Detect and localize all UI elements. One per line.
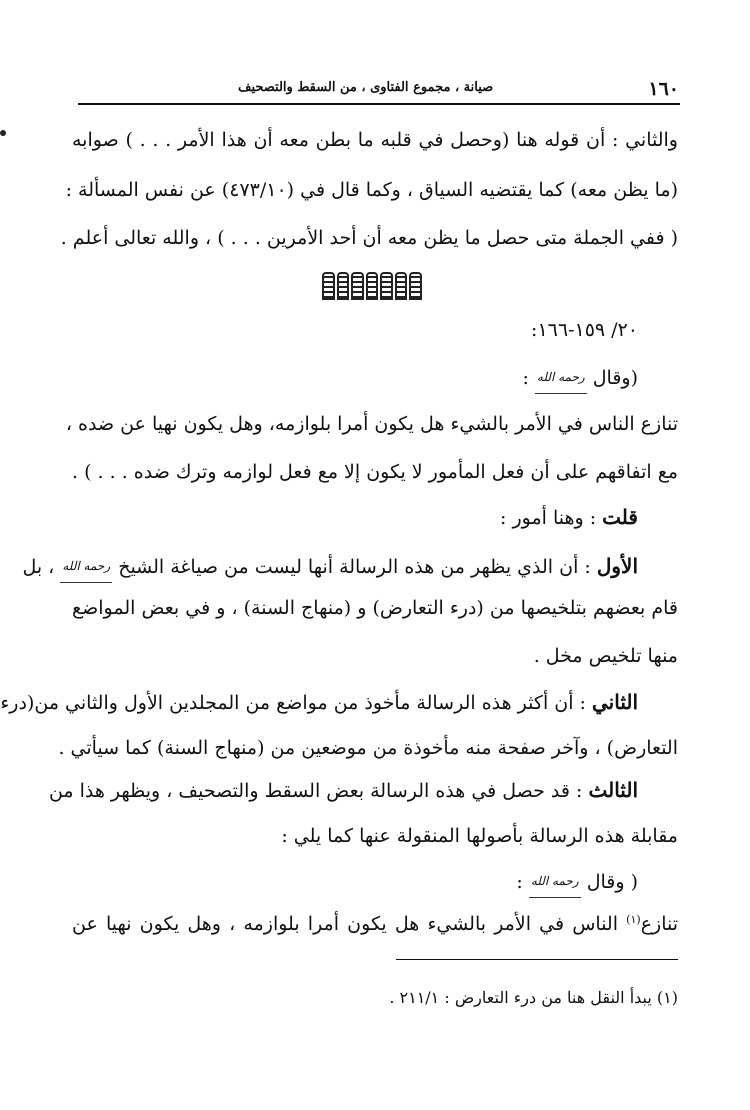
body-line: التعارض) ، وآخر صفحة منه مأخوذة من موضعين من (منهاج السنة) كما سيأتي . (58, 737, 678, 759)
ornament-tile (322, 272, 335, 300)
second-label: الثاني (591, 690, 638, 714)
ornament-tile (409, 272, 422, 300)
margin-mark (0, 130, 6, 136)
footnote: (١) يبدأ النقل هنا من درء التعارض : ٢١١/١ . (389, 988, 678, 1007)
ornament-tile (395, 272, 408, 300)
section-separator-ornament (322, 272, 422, 300)
ornament-tile (366, 272, 379, 300)
third-label: الثالث (588, 778, 638, 802)
ornament-tile (337, 272, 350, 300)
quote-line: تنازع$^{(١)}$ الناس في الأمر بالشيء هل يكون أمرا بلوازمه ، وهل يكون نهيا عن (72, 913, 679, 935)
header-divider (78, 103, 680, 105)
page-number: ١٦٠ (648, 78, 679, 100)
first-label: الأول (596, 554, 638, 578)
second-point-line: الثاني : أن أكثر هذه الرسالة مأخوذ من مواضع من المجلدين الأول والثاني من(درء (0, 690, 638, 714)
third-point-line: الثالث : قد حصل في هذه الرسالة بعض السقط والتصحيف ، ويظهر هذا من (48, 778, 638, 802)
qult-label: قلت (602, 505, 638, 529)
quote-intro: (وقال رحمه الله : (338, 362, 638, 394)
ornament-tile (351, 272, 364, 300)
footnote-marker[interactable]: (١) (626, 913, 641, 926)
page-header (78, 78, 679, 100)
honorific-mark: رحمه الله (535, 361, 587, 394)
quote-line: تنازع الناس في الأمر بالشيء هل يكون أمرا بلوازمه، وهل يكون نهيا عن ضده ، (65, 413, 678, 435)
running-title: صيانة ، مجموع الفتاوى ، من السقط والتصحيف (238, 80, 494, 95)
body-line: (ما يظن معه) كما يقتضيه السياق ، وكما قال في (٤٧٣/١٠) عن نفس المسألة : (65, 179, 678, 201)
honorific-mark: رحمه الله (60, 550, 112, 583)
quote-intro: ( وقال رحمه الله : (338, 866, 638, 898)
footnote-divider (396, 959, 678, 960)
body-line: ( ففي الجملة متى حصل ما يظن معه أن أحد الأمرين . . . ) ، والله تعالى أعلم . (60, 227, 678, 249)
quote-line: مع اتفاقهم على أن فعل المأمور لا يكون إلا مع فعل لوازمه وترك ضده . . . ) . (72, 461, 678, 483)
body-line: مقابلة هذه الرسالة بأصولها المنقولة عنها كما يلي : (281, 825, 678, 847)
body-line: منها تلخيص مخل . (533, 645, 678, 667)
first-point-line: الأول : أن الذي يظهر من هذه الرسالة أنها ليست من صياغة الشيخ رحمه الله ، بل (72, 550, 638, 582)
ornament-tile (380, 272, 393, 300)
body-line: والثاني : أن قوله هنا (وحصل في قلبه ما بطن معه أن هذا الأمر . . . ) صوابه (72, 129, 678, 151)
qult-line: قلت : وهنا أمور : (500, 505, 638, 529)
body-line: قام بعضهم بتلخيصها من (درء التعارض) و (منهاج السنة) ، و في بعض المواضع (72, 597, 678, 619)
honorific-mark: رحمه الله (529, 865, 581, 898)
volume-citation: ٢٠/ ١٥٩-١٦٦: (531, 319, 638, 341)
